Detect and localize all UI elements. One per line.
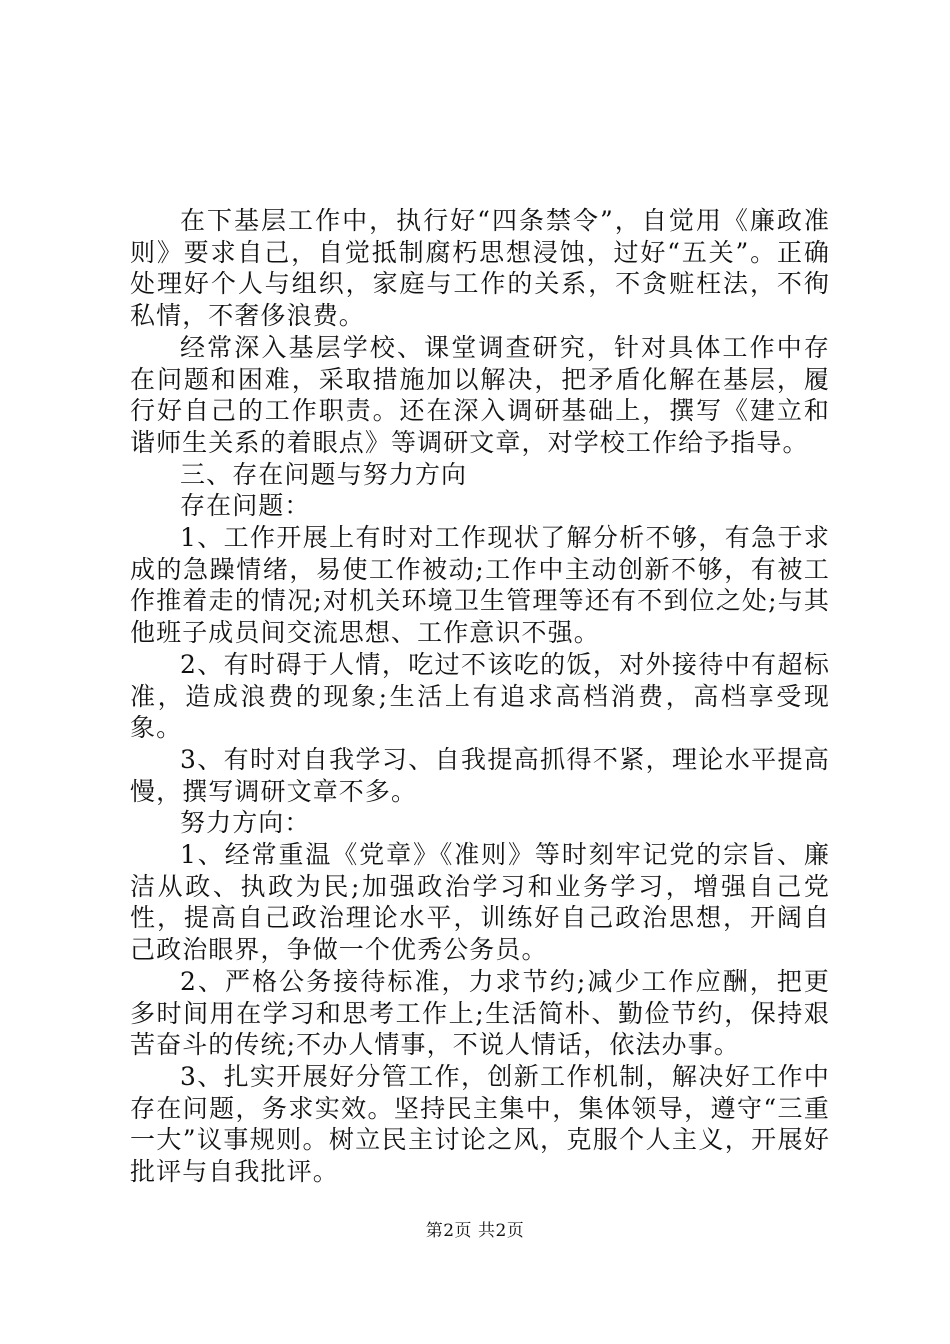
paragraph-research: 经常深入基层学校、课堂调查研究，针对具体工作中存在问题和困难，采取措施加以解决，把矛盾化解在基层，履行好自己的工作职责。还在深入调研基础上，撰写《建立和谐师生关系的着眼点》等调研文章，对学校工作给予指导。 — [130, 332, 830, 457]
document-body — [130, 205, 830, 1188]
problem-item-2: 2、有时碍于人情，吃过不该吃的饭，对外接待中有超标准，造成浪费的现象;生活上有追求高档消费，高档享受现象。 — [130, 649, 830, 743]
direction-item-2: 2、严格公务接待标准，力求节约;减少工作应酬，把更多时间用在学习和思考工作上;生活简朴、勤俭节约，保持艰苦奋斗的传统;不办人情事，不说人情话，依法办事。 — [130, 966, 830, 1060]
subheading-direction: 努力方向： — [180, 808, 311, 838]
problem-item-3: 3、有时对自我学习、自我提高抓得不紧，理论水平提高慢，撰写调研文章不多。 — [130, 744, 830, 806]
page-footer: 第2页 共2页 — [425, 1221, 525, 1241]
paragraph-integrity: 在下基层工作中，执行好“四条禁令”，自觉用《廉政准则》要求自己，自觉抵制腐朽思想浸蚀，过好“五关”。正确处理好个人与组织，家庭与工作的关系，不贪赃枉法，不徇私情，不奢侈浪费。 — [130, 206, 830, 331]
direction-item-3: 3、扎实开展好分管工作，创新工作机制，解决好工作中存在问题，务求实效。坚持民主集中，集体领导，遵守“三重一大”议事规则。树立民主讨论之风，克服个人主义，开展好批评与自我批评。 — [130, 1061, 830, 1187]
problem-item-1: 1、工作开展上有时对工作现状了解分析不够，有急于求成的急躁情绪，易使工作被动;工作中主动创新不够，有被工作推着走的情况;对机关环境卫生管理等还有不到位之处;与其他班子成员间交流思想、工作意识不强。 — [130, 523, 830, 648]
section-heading-problems-direction: 三、存在问题与努力方向 — [180, 459, 468, 489]
subheading-problems: 存在问题： — [180, 491, 311, 521]
direction-item-1: 1、经常重温《党章》《准则》等时刻牢记党的宗旨、廉洁从政、执政为民;加强政治学习和业务学习，增强自己党性，提高自己政治理论水平，训练好自己政治思想，开阔自己政治眼界，争做一个优秀公务员。 — [130, 840, 830, 965]
